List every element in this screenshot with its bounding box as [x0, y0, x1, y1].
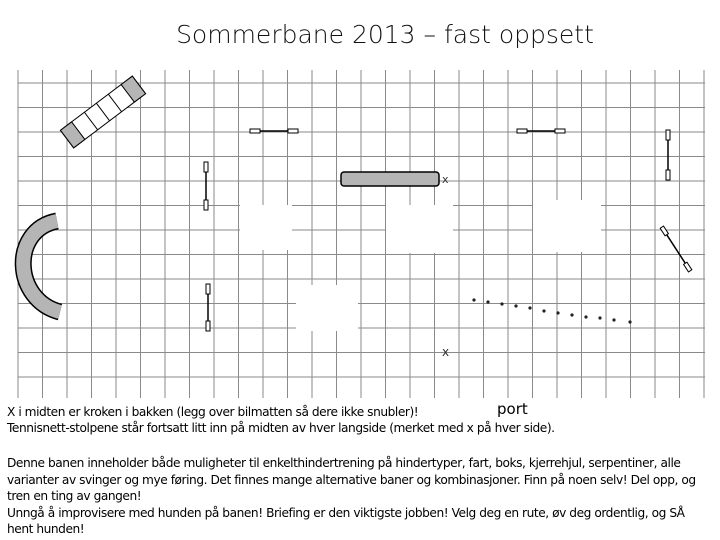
side-marker-x: x — [442, 173, 449, 186]
ladder-obstacle — [60, 76, 145, 148]
weave-pole — [570, 313, 573, 316]
hurdle-vertical-left-lower — [206, 284, 210, 331]
weave-pole — [528, 306, 531, 309]
weave-pole — [556, 311, 559, 314]
hurdle-vertical-right — [666, 130, 670, 180]
cleared-zone — [386, 205, 453, 253]
port-label: port — [497, 400, 528, 418]
straight-tunnel — [341, 172, 439, 186]
weave-pole — [472, 298, 475, 301]
center-marker-x: x — [442, 345, 450, 359]
weave-pole — [542, 309, 545, 312]
description-paragraph: Denne banen inneholder både muligheter til enkelthindertrening på hindertyper, fart, boks, kjerrehjul, serpentiner, alle varianter av svinger og mye føring. Det finnes mange alternative baner og kombinasjoner. Finn på noen selv! Del opp, og tren en ting av gangen! — [7, 456, 696, 503]
weave-pole — [584, 315, 587, 318]
weave-pole — [598, 316, 601, 319]
cleared-zone — [533, 200, 601, 252]
page-title: Sommerbane 2013 – fast oppsett — [176, 20, 594, 49]
weave-pole — [628, 320, 631, 323]
description-paragraph: Unngå å improvisere med hunden på banen! Briefing er den viktigste jobben! Velg deg en rute, øv deg ordentlig, og SÅ hent hunden! — [7, 505, 685, 536]
weave-pole — [486, 300, 489, 303]
grid — [18, 70, 705, 398]
note-posts: Tennisnett-stolpene står fortsatt litt inn på midten av hver langside (merket med x på hver side). — [7, 421, 555, 435]
weave-pole — [612, 318, 615, 321]
curved-tunnel-fill — [23, 221, 60, 312]
weave-pole — [514, 304, 517, 307]
weave-poles — [472, 298, 631, 323]
weave-pole — [500, 302, 503, 305]
note-hook: X i midten er kroken i bakken (legg over bilmatten så dere ikke snubler)! — [7, 405, 419, 419]
hurdle-diagonal-right — [660, 226, 692, 272]
cleared-zone — [240, 205, 292, 250]
hurdle-vertical-left-upper — [204, 162, 208, 210]
cleared-zone — [296, 285, 358, 331]
course-description — [7, 455, 713, 538]
